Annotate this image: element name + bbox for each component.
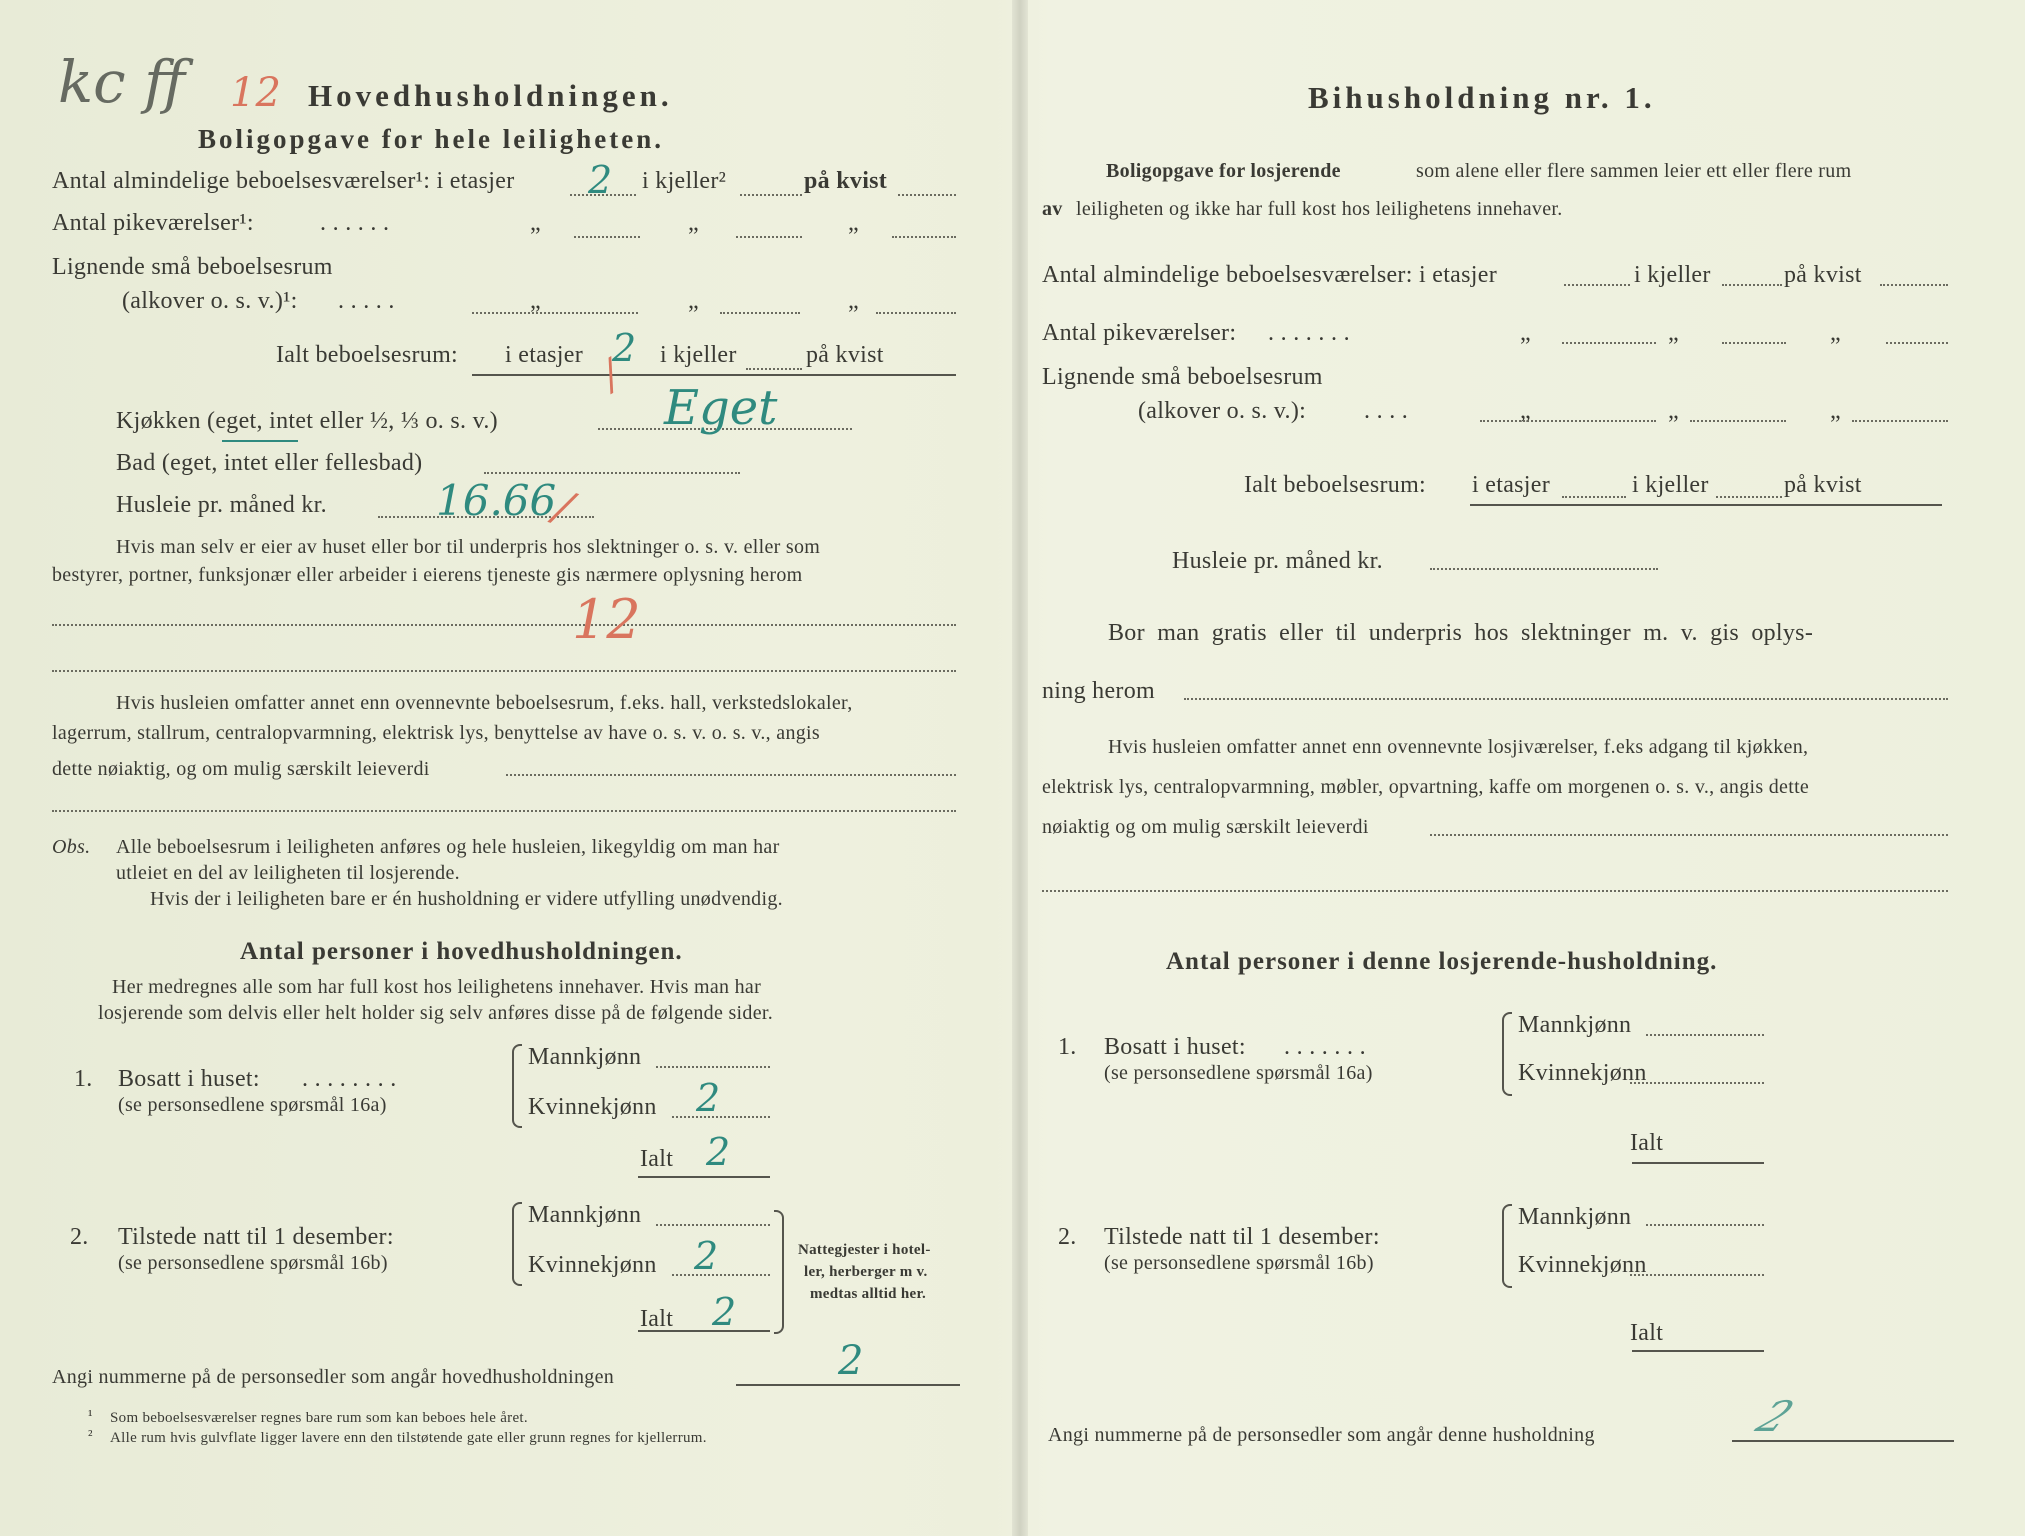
- right-total-rooms-label: Ialt beboelsesrum:: [1244, 472, 1427, 498]
- footnote-2: Alle rum hvis gulvflate ligger lavere enn den tilstøtende gate eller grunn regnes for kjellerrum.: [110, 1430, 707, 1446]
- bath-line: [484, 472, 740, 474]
- right-extra-note-line-b: [1042, 890, 1948, 892]
- right-free-note-line: [1184, 698, 1948, 700]
- numbers-label: Angi nummerne på de personsedler som angår hovedhusholdningen: [52, 1366, 615, 1388]
- owner-note-red-mark: 12: [572, 588, 641, 651]
- obs-line-2: utleiet en del av leiligheten til losjerende.: [116, 862, 460, 884]
- similar-rooms-leader: . . . . .: [338, 288, 395, 314]
- right-similar-line-3: [1852, 420, 1948, 422]
- right-q1-dots: . . . . . . .: [1284, 1034, 1366, 1060]
- right-total-rooms-underline: [1470, 504, 1942, 506]
- q2-total-label: Ialt: [640, 1306, 674, 1332]
- right-maid-leader: . . . . . . .: [1268, 320, 1350, 346]
- obs-line-3: Hvis der i leiligheten bare er én husholdning er videre utfylling unødvendig.: [150, 888, 783, 910]
- handwritten-annotation-red: 12: [230, 70, 281, 116]
- persons-note-line-2: losjerende som delvis eller helt holder sig selv anføres disse på de følgende sider.: [98, 1002, 774, 1024]
- q1-male-label: Mannkjønn: [528, 1044, 642, 1070]
- right-intro-line-2: leiligheten og ikke har full kost hos leilighetens innehaver.: [1076, 198, 1563, 220]
- right-similar-label-2: (alkover o. s. v.):: [1138, 398, 1307, 424]
- extra-note-line: [506, 774, 956, 776]
- q2-number: 2.: [70, 1224, 89, 1250]
- right-q2-female-line: [1630, 1274, 1764, 1276]
- total-attic-label: på kvist: [806, 342, 884, 368]
- persons-note-line-1: Her medregnes alle som har full kost hos leilighetens innehaver. Hvis man har: [112, 976, 762, 998]
- q2-label: Tilstede natt til 1 desember:: [118, 1224, 394, 1250]
- extra-note-line-b: [52, 810, 956, 812]
- right-rooms-floors-line: [1564, 284, 1630, 286]
- right-similar-leader: . . . .: [1364, 398, 1409, 424]
- right-q2-ref: (se personsedlene spørsmål 16b): [1104, 1252, 1374, 1274]
- similar-rooms-label-2: (alkover o. s. v.)¹:: [122, 288, 298, 314]
- right-q1-total-label: Ialt: [1630, 1130, 1664, 1156]
- rent-value: 16.66: [436, 476, 557, 525]
- q2-total-value: 2: [712, 1290, 737, 1334]
- right-q2-number: 2.: [1058, 1224, 1077, 1250]
- right-extra-note-line-3: nøiaktig og om mulig særskilt leieverdi: [1042, 816, 1369, 838]
- persons-title: Antal personer i hovedhusholdningen.: [240, 938, 683, 965]
- footnote-2-mark: ²: [88, 1428, 93, 1444]
- rooms-attic-line: [898, 194, 956, 196]
- center-fold: [1012, 0, 1028, 1536]
- right-rooms-label: Antal almindelige beboelsesværelser: i etasjer: [1042, 262, 1497, 288]
- footnote-1-mark: ¹: [88, 1408, 93, 1424]
- q2-total-line: [638, 1330, 770, 1332]
- right-rooms-basement-line: [1722, 284, 1782, 286]
- right-intro-line-1: som alene eller flere sammen leier ett eller flere rum: [1416, 160, 1852, 182]
- right-q2-male-label: Mannkjønn: [1518, 1204, 1632, 1230]
- total-rooms-underline: [472, 374, 956, 376]
- numbers-value: 2: [838, 1338, 864, 1384]
- right-maid-line-3: [1886, 342, 1948, 344]
- right-q2-total-line: [1632, 1350, 1764, 1352]
- q1-brace: [512, 1044, 522, 1128]
- q2-brace: [512, 1202, 522, 1286]
- right-intro-line-2-bold: av: [1042, 198, 1063, 220]
- q1-female-label: Kvinnekjønn: [528, 1094, 657, 1120]
- obs-line-1: Alle beboelsesrum i leiligheten anføres og hele husleien, likegyldig om man har: [116, 836, 780, 858]
- maid-ditto-1: „: [530, 210, 541, 236]
- handwritten-annotation-top: kc ff: [58, 48, 186, 116]
- similar-ditto-3: „: [848, 288, 859, 314]
- owner-note-line-b: [52, 670, 956, 672]
- right-total-floors-line: [1562, 496, 1626, 498]
- kitchen-label: Kjøkken (eget, intet eller ½, ⅓ o. s. v.): [116, 408, 498, 434]
- right-maid-line-2: [1722, 342, 1786, 344]
- total-rooms-label: Ialt beboelsesrum:: [276, 342, 459, 368]
- rooms-basement-label: i kjeller²: [642, 168, 727, 194]
- q2-male-line: [656, 1224, 770, 1226]
- right-free-note-line-1: Bor man gratis eller til underpris hos slektninger m. v. gis oplys-: [1108, 620, 1814, 646]
- right-persons-title: Antal personer i denne losjerende-husholdning.: [1166, 948, 1718, 975]
- right-rent-line: [1430, 568, 1658, 570]
- numbers-line: [736, 1384, 960, 1386]
- night-guests-line-3: medtas alltid her.: [810, 1286, 927, 1302]
- right-q1-male-label: Mannkjønn: [1518, 1012, 1632, 1038]
- right-similar-label-1: Lignende små beboelsesrum: [1042, 364, 1323, 390]
- right-q2-brace: [1502, 1204, 1512, 1288]
- q1-ref: (se personsedlene spørsmål 16a): [118, 1094, 387, 1116]
- extra-note-line-3: dette nøiaktig, og om mulig særskilt leieverdi: [52, 758, 430, 780]
- night-guests-line-2: ler, herberger m v.: [804, 1264, 928, 1280]
- right-q1-ref: (se personsedlene spørsmål 16a): [1104, 1062, 1373, 1084]
- right-extra-note-line: [1430, 834, 1948, 836]
- right-q2-female-label: Kvinnekjønn: [1518, 1252, 1647, 1278]
- similar-ditto-2: „: [688, 288, 699, 314]
- right-q1-female-label: Kvinnekjønn: [1518, 1060, 1647, 1086]
- similar-line-1: [472, 312, 638, 314]
- maid-ditto-3: „: [848, 210, 859, 236]
- red-slash-mark: /: [548, 480, 579, 535]
- maid-ditto-2: „: [688, 210, 699, 236]
- total-basement-line: [746, 368, 802, 370]
- right-q1-male-line: [1646, 1034, 1764, 1036]
- right-maid-ditto-1: „: [1520, 320, 1531, 346]
- right-similar-line-1: [1480, 420, 1656, 422]
- q2-male-label: Mannkjønn: [528, 1202, 642, 1228]
- extra-note-line-2: lagerrum, stallrum, centralopvarmning, elektrisk lys, benyttelse av have o. s. v. o. s. v., angis: [52, 722, 820, 744]
- right-q1-label: Bosatt i huset:: [1104, 1034, 1246, 1060]
- right-rent-label: Husleie pr. måned kr.: [1172, 548, 1383, 574]
- right-rooms-attic-label: på kvist: [1784, 262, 1862, 288]
- right-total-floors-label: i etasjer: [1472, 472, 1550, 498]
- right-q1-number: 1.: [1058, 1034, 1077, 1060]
- bath-label: Bad (eget, intet eller fellesbad): [116, 450, 423, 476]
- kitchen-value: Eget: [664, 380, 778, 436]
- right-rooms-basement-label: i kjeller: [1634, 262, 1711, 288]
- owner-note-line-1: Hvis man selv er eier av huset eller bor til underpris hos slektninger o. s. v. eller som: [116, 536, 821, 558]
- right-total-basement-line: [1716, 496, 1782, 498]
- right-similar-ditto-1: „: [1520, 398, 1531, 424]
- right-free-note-line-2: ning herom: [1042, 678, 1155, 704]
- q2-female-line: [672, 1274, 770, 1276]
- q1-total-label: Ialt: [640, 1146, 674, 1172]
- right-total-basement-label: i kjeller: [1632, 472, 1709, 498]
- total-floors-label: i etasjer: [505, 342, 583, 368]
- maid-rooms-label: Antal pikeværelser¹:: [52, 210, 254, 236]
- rooms-basement-line: [740, 194, 802, 196]
- maid-rooms-leader: . . . . . .: [320, 210, 390, 236]
- extra-note-line-1: Hvis husleien omfatter annet enn ovennevnte beboelsesrum, f.eks. hall, verkstedslokaler,: [116, 692, 853, 714]
- right-total-attic-label: på kvist: [1784, 472, 1862, 498]
- right-rooms-attic-line: [1880, 284, 1948, 286]
- q1-female-value: 2: [696, 1076, 721, 1120]
- red-check-mark: /: [593, 351, 629, 399]
- footnote-1: Som beboelsesværelser regnes bare rum som kan beboes hele året.: [110, 1410, 528, 1426]
- right-similar-line-2: [1690, 420, 1786, 422]
- right-intro-bold: Boligopgave for losjerende: [1106, 160, 1341, 182]
- q1-number: 1.: [74, 1066, 93, 1092]
- right-similar-ditto-2: „: [1668, 398, 1679, 424]
- rooms-label: Antal almindelige beboelsesværelser¹: i etasjer: [52, 168, 515, 194]
- similar-line-2: [720, 312, 800, 314]
- right-extra-note-line-2: elektrisk lys, centralopvarmning, møbler, opvartning, kaffe om morgenen o. s. v., angis dette: [1042, 776, 1810, 798]
- q2-female-label: Kvinnekjønn: [528, 1252, 657, 1278]
- right-q2-male-line: [1646, 1224, 1764, 1226]
- kitchen-underline-mark: [222, 440, 298, 442]
- right-page-title: Bihusholdning nr. 1.: [1308, 80, 1656, 115]
- right-maid-ditto-2: „: [1668, 320, 1679, 346]
- q2-female-value: 2: [694, 1234, 719, 1278]
- similar-rooms-label-1: Lignende små beboelsesrum: [52, 254, 333, 280]
- rent-label: Husleie pr. måned kr.: [116, 492, 327, 518]
- maid-line-2: [736, 236, 802, 238]
- right-numbers-value: 2: [1747, 1392, 1803, 1441]
- q1-female-line: [672, 1116, 770, 1118]
- total-floors-value: 2: [612, 326, 637, 370]
- similar-ditto-1: „: [530, 288, 541, 314]
- q1-dots: . . . . . . . .: [302, 1066, 397, 1092]
- right-q2-total-label: Ialt: [1630, 1320, 1664, 1346]
- night-guests-line-1: Nattegjester i hotel-: [798, 1242, 931, 1258]
- right-extra-note-line-1: Hvis husleien omfatter annet enn ovennevnte losjiværelser, f.eks adgang til kjøkken,: [1108, 736, 1809, 758]
- right-q2-label: Tilstede natt til 1 desember:: [1104, 1224, 1380, 1250]
- right-q1-total-line: [1632, 1162, 1764, 1164]
- right-similar-ditto-3: „: [1830, 398, 1841, 424]
- page-subtitle: Boligopgave for hele leiligheten.: [198, 124, 664, 154]
- similar-line-3: [876, 312, 956, 314]
- q1-male-line: [656, 1066, 770, 1068]
- right-numbers-label: Angi nummerne på de personsedler som angår denne husholdning: [1048, 1424, 1595, 1446]
- obs-label: Obs.: [52, 836, 91, 858]
- owner-note-line-a: [52, 624, 956, 626]
- right-q1-female-line: [1630, 1082, 1764, 1084]
- rooms-attic-label: på kvist: [804, 168, 888, 194]
- right-maid-ditto-3: „: [1830, 320, 1841, 346]
- rooms-floors-value: 2: [588, 158, 613, 202]
- total-basement-label: i kjeller: [660, 342, 737, 368]
- q1-total-line: [638, 1176, 770, 1178]
- q2-ref: (se personsedlene spørsmål 16b): [118, 1252, 388, 1274]
- page-title: Hovedhusholdningen.: [308, 78, 673, 113]
- q1-total-value: 2: [706, 1130, 731, 1174]
- q2-night-brace: [774, 1210, 784, 1334]
- right-maid-line-1: [1562, 342, 1656, 344]
- maid-line-3: [892, 236, 956, 238]
- right-maid-rooms-label: Antal pikeværelser:: [1042, 320, 1237, 346]
- right-q1-brace: [1502, 1012, 1512, 1096]
- q1-label: Bosatt i huset:: [118, 1066, 260, 1092]
- owner-note-line-2: bestyrer, portner, funksjonær eller arbeider i eierens tjeneste gis nærmere oplysning herom: [52, 564, 803, 586]
- maid-line-1: [574, 236, 640, 238]
